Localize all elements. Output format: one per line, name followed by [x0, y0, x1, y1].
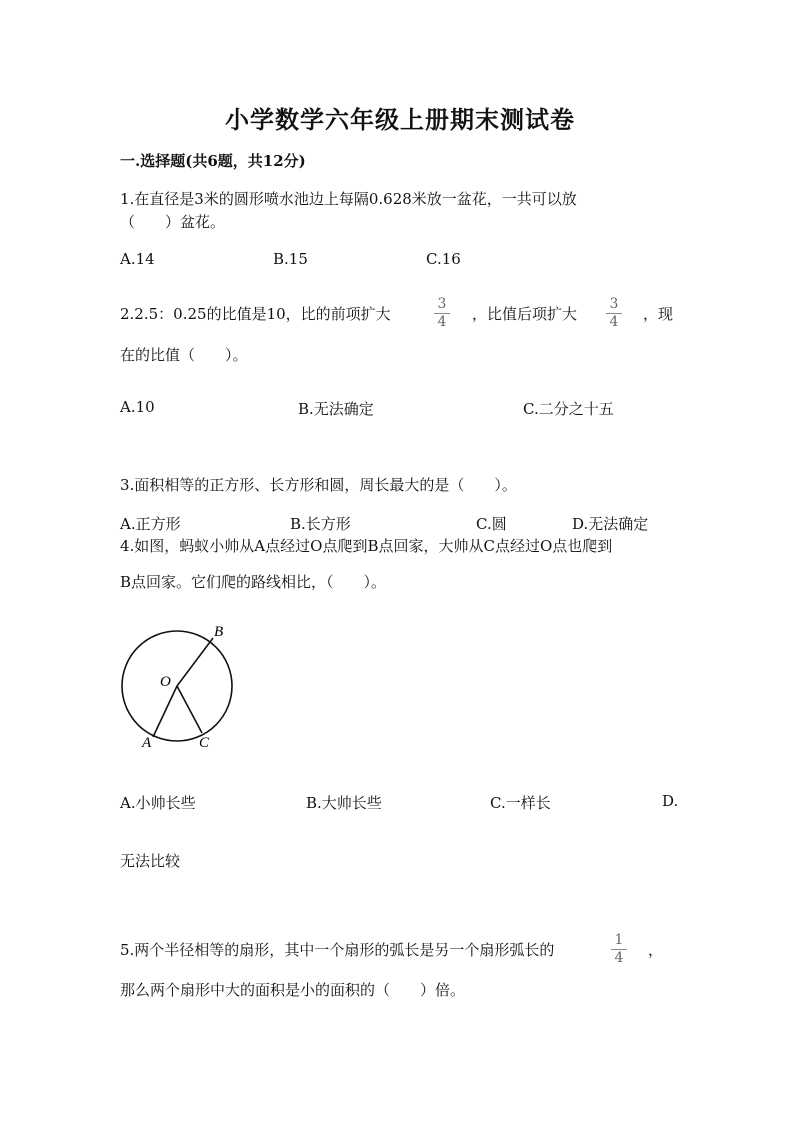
question-2-part-2: ，比值后项扩大 — [472, 305, 578, 323]
segment-oc — [177, 686, 202, 733]
fraction-numerator: 3 — [434, 296, 450, 314]
question-5-line-2: 那么两个扇形中大的面积是小的面积的（ ）倍。 — [120, 981, 466, 999]
question-1-option-a: A.14 — [120, 250, 155, 268]
question-2-option-c: C.二分之十五 — [523, 400, 614, 418]
question-4-line-1: 4.如图，蚂蚁小帅从A点经过O点爬到B点回家，大帅从C点经过O点也爬到 — [120, 537, 613, 555]
question-5-part-2: ， — [648, 941, 664, 959]
question-1-line-2: （ ）盆花。 — [120, 213, 226, 231]
circle-figure — [115, 620, 245, 755]
question-2-option-b: B.无法确定 — [298, 400, 374, 418]
label-c: C — [199, 735, 210, 751]
fraction-denominator: 4 — [609, 314, 619, 330]
question-1-option-b: B.15 — [273, 250, 308, 268]
question-5-fraction — [611, 932, 627, 967]
question-1-line-1: 1.在直径是3米的圆形喷水池边上每隔0.628米放一盆花，一共可以放 — [120, 190, 577, 208]
question-4-option-d: D. — [662, 792, 679, 810]
question-5-part-1: 5.两个半径相等的扇形，其中一个扇形的弧长是另一个扇形弧长的 — [120, 941, 555, 959]
label-a: A — [142, 735, 152, 751]
fraction-denominator: 4 — [437, 314, 447, 330]
question-3-option-c: C.圆 — [476, 515, 507, 533]
segment-oa — [153, 686, 177, 737]
fraction-denominator: 4 — [614, 950, 624, 966]
question-4-option-c: C.一样长 — [490, 794, 551, 812]
segment-ob — [177, 638, 213, 686]
question-2-option-a: A.10 — [120, 398, 155, 416]
question-3-option-d: D.无法确定 — [572, 515, 649, 533]
question-2-part-1: 2.2.5：0.25的比值是10，比的前项扩大 — [120, 305, 391, 323]
question-4-line-2: B点回家。它们爬的路线相比，（ ）。 — [120, 573, 387, 591]
question-4-option-d-text: 无法比较 — [120, 852, 181, 870]
question-2-fraction-1 — [434, 296, 450, 331]
question-1-option-c: C.16 — [426, 250, 461, 268]
question-4-option-a: A.小帅长些 — [120, 794, 196, 812]
page-title: 小学数学六年级上册期末测试卷 — [225, 105, 575, 134]
label-o: O — [160, 674, 171, 690]
fraction-numerator: 1 — [611, 932, 627, 950]
question-3-option-a: A.正方形 — [120, 515, 181, 533]
question-2-line-2: 在的比值（ ）。 — [120, 346, 248, 364]
question-3-option-b: B.长方形 — [290, 515, 351, 533]
question-2-part-3: ，现 — [643, 305, 674, 323]
question-2-fraction-2 — [606, 296, 622, 331]
section-heading-choice: 一.选择题(共6题，共12分) — [120, 152, 306, 170]
question-4-option-b: B.大帅长些 — [306, 794, 382, 812]
label-b: B — [214, 624, 224, 640]
fraction-numerator: 3 — [606, 296, 622, 314]
question-3-line-1: 3.面积相等的正方形、长方形和圆，周长最大的是（ ）。 — [120, 476, 517, 494]
